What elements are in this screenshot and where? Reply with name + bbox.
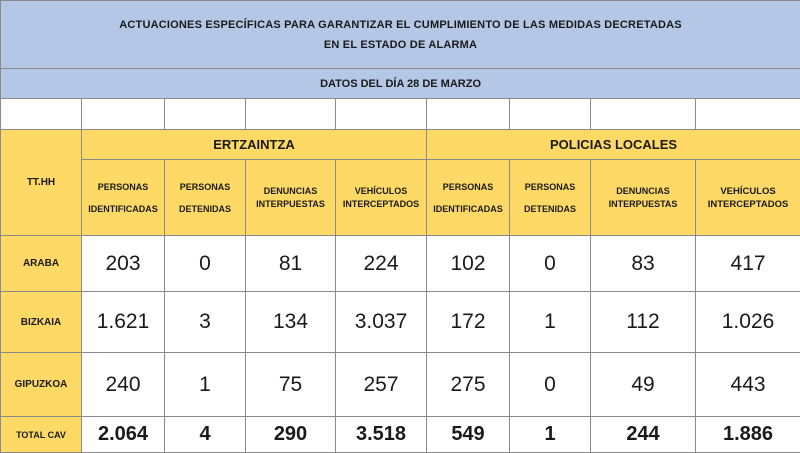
value-cell: 0 [165, 236, 246, 292]
province-label: BIZKAIA [1, 292, 82, 353]
col-header-line: VEHÍCULOS [696, 185, 800, 198]
subheader-row [1, 160, 800, 236]
value-cell: 3 [165, 292, 246, 353]
value-cell: 75 [246, 353, 336, 417]
col-header-ertz-denuncias [246, 160, 336, 236]
spacer-row [1, 99, 800, 130]
spacer-cell [591, 99, 696, 130]
col-header-line: DETENIDAS [165, 198, 245, 220]
col-header-line: DENUNCIAS [591, 185, 695, 198]
col-header-line: INTERPUESTAS [246, 198, 335, 211]
col-header-line: INTERCEPTADOS [336, 198, 426, 211]
total-value-cell: 1 [510, 417, 591, 453]
col-header-pl-vehiculos [696, 160, 800, 236]
group-ertzaintza: ERTZAINTZA [82, 130, 427, 160]
col-header-line: INTERCEPTADOS [696, 198, 800, 211]
col-header-line: PERSONAS [510, 176, 590, 198]
col-header-line: IDENTIFICADAS [82, 198, 164, 220]
value-cell: 203 [82, 236, 165, 292]
date-row [1, 69, 800, 99]
col-header-line: PERSONAS [165, 176, 245, 198]
spacer-cell [427, 99, 510, 130]
value-cell: 49 [591, 353, 696, 417]
group-header-row [1, 130, 800, 160]
value-cell: 275 [427, 353, 510, 417]
total-value-cell: 1.886 [696, 417, 800, 453]
value-cell: 224 [336, 236, 427, 292]
col-header-ertz-identificadas [82, 160, 165, 236]
col-header-line: IDENTIFICADAS [427, 198, 509, 220]
date-label: DATOS DEL DÍA 28 DE MARZO [1, 69, 800, 99]
table-row [1, 292, 800, 353]
spacer-cell [165, 99, 246, 130]
value-cell: 83 [591, 236, 696, 292]
col-header-ertz-detenidas [165, 160, 246, 236]
total-value-cell: 244 [591, 417, 696, 453]
table-row [1, 353, 800, 417]
group-policias-locales: POLICIAS LOCALES [427, 130, 800, 160]
value-cell: 134 [246, 292, 336, 353]
col-header-line: PERSONAS [82, 176, 164, 198]
table-row [1, 236, 800, 292]
total-value-cell: 2.064 [82, 417, 165, 453]
title-row [1, 1, 800, 69]
col-header-pl-detenidas [510, 160, 591, 236]
value-cell: 3.037 [336, 292, 427, 353]
col-header-line: PERSONAS [427, 176, 509, 198]
value-cell: 443 [696, 353, 800, 417]
spacer-cell [696, 99, 800, 130]
province-label: GIPUZKOA [1, 353, 82, 417]
value-cell: 0 [510, 353, 591, 417]
value-cell: 417 [696, 236, 800, 292]
total-value-cell: 549 [427, 417, 510, 453]
title-line-1: ACTUACIONES ESPECÍFICAS PARA GARANTIZAR EL CUMPLIMIENTO DE LAS MEDIDAS DECRETADAS [1, 15, 800, 35]
total-row [1, 417, 800, 453]
col-header-pl-identificadas [427, 160, 510, 236]
title-cell [1, 1, 800, 69]
spacer-cell [1, 99, 82, 130]
spacer-cell [246, 99, 336, 130]
value-cell: 172 [427, 292, 510, 353]
title-line-2: EN EL ESTADO DE ALARMA [1, 35, 800, 55]
total-value-cell: 290 [246, 417, 336, 453]
col-header-ertz-vehiculos [336, 160, 427, 236]
total-value-cell: 3.518 [336, 417, 427, 453]
col-header-pl-denuncias [591, 160, 696, 236]
value-cell: 1 [510, 292, 591, 353]
col-header-line: VEHÍCULOS [336, 185, 426, 198]
value-cell: 102 [427, 236, 510, 292]
province-label: ARABA [1, 236, 82, 292]
total-value-cell: 4 [165, 417, 246, 453]
value-cell: 1.621 [82, 292, 165, 353]
value-cell: 1.026 [696, 292, 800, 353]
value-cell: 257 [336, 353, 427, 417]
col-header-line: INTERPUESTAS [591, 198, 695, 211]
spacer-cell [336, 99, 427, 130]
spacer-cell [510, 99, 591, 130]
value-cell: 0 [510, 236, 591, 292]
value-cell: 112 [591, 292, 696, 353]
value-cell: 81 [246, 236, 336, 292]
value-cell: 240 [82, 353, 165, 417]
total-label: TOTAL CAV [1, 417, 82, 453]
col-header-line: DETENIDAS [510, 198, 590, 220]
spacer-cell [82, 99, 165, 130]
value-cell: 1 [165, 353, 246, 417]
corner-label: TT.HH [1, 130, 82, 236]
col-header-line: DENUNCIAS [246, 185, 335, 198]
